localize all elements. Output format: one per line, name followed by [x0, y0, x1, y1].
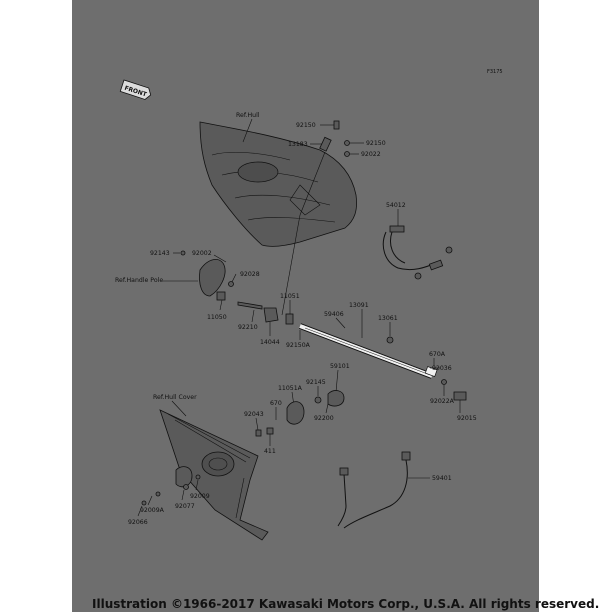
ref-hull-label: Ref.Hull — [236, 112, 260, 119]
part-59401: 59401 — [432, 475, 452, 482]
part-92009A: 92009A — [140, 507, 164, 514]
washer-92022 — [345, 152, 350, 157]
bracket-14044 — [264, 308, 278, 322]
part-13091: 13091 — [349, 302, 369, 309]
part-411: 411 — [264, 448, 276, 455]
part-92145: 92145 — [306, 379, 326, 386]
screw-92210 — [238, 302, 262, 309]
front-arrow-icon — [120, 80, 152, 101]
bolt-92150-a — [334, 121, 339, 129]
part-92022: 92022 — [361, 151, 381, 158]
part-11050: 11050 — [207, 314, 227, 321]
part-92015: 92015 — [457, 415, 477, 422]
part-92150-b: 92150 — [366, 140, 386, 147]
cap-92009 — [176, 467, 192, 487]
part-92200: 92200 — [314, 415, 334, 422]
handle-pole-bracket — [199, 259, 225, 296]
part-13183: 13183 — [288, 141, 308, 148]
part-92022A: 92022A — [430, 398, 454, 405]
part-92036: 92036 — [432, 365, 452, 372]
knob-59101 — [328, 391, 344, 406]
hull-drawing — [200, 122, 357, 246]
cable-end-54012-a — [390, 226, 404, 232]
diagram-code: F3175 — [487, 69, 503, 75]
part-13061: 13061 — [378, 315, 398, 322]
bolt-92150-b — [345, 141, 350, 146]
part-92002: 92002 — [192, 250, 212, 257]
bracket-13183 — [320, 137, 331, 151]
copyright-notice: Illustration ©1966-2017 Kawasaki Motors Corp., U.S.A. All rights reserved. — [92, 597, 600, 611]
part-92043: 92043 — [244, 411, 264, 418]
part-11051: 11051 — [280, 293, 300, 300]
choke-cable-59406 — [300, 326, 437, 377]
ref-handle-pole-label: Ref.Handle Pole — [115, 277, 164, 284]
part-92143: 92143 — [150, 250, 170, 257]
front-badge-label: FRONT — [123, 84, 148, 99]
part-11051A: 11051A — [278, 385, 302, 392]
part-14044: 14044 — [260, 339, 280, 346]
part-92150-a: 92150 — [296, 122, 316, 129]
part-670A: 670A — [429, 351, 446, 358]
ref-hull-cover-label: Ref.Hull Cover — [153, 394, 197, 401]
part-92150A: 92150A — [286, 342, 310, 349]
cable-end-54012-b — [429, 260, 442, 270]
cable-59401 — [344, 460, 407, 528]
holder-11051 — [286, 314, 293, 324]
part-92210: 92210 — [238, 324, 258, 331]
part-92066: 92066 — [128, 519, 148, 526]
part-92028: 92028 — [240, 271, 260, 278]
part-92009: 92009 — [190, 493, 210, 500]
part-59406: 59406 — [324, 311, 344, 318]
part-670: 670 — [270, 400, 282, 407]
holder-11051A — [287, 402, 304, 425]
part-92077: 92077 — [175, 503, 195, 510]
part-59101: 59101 — [330, 363, 350, 370]
part-54012: 54012 — [386, 202, 406, 209]
